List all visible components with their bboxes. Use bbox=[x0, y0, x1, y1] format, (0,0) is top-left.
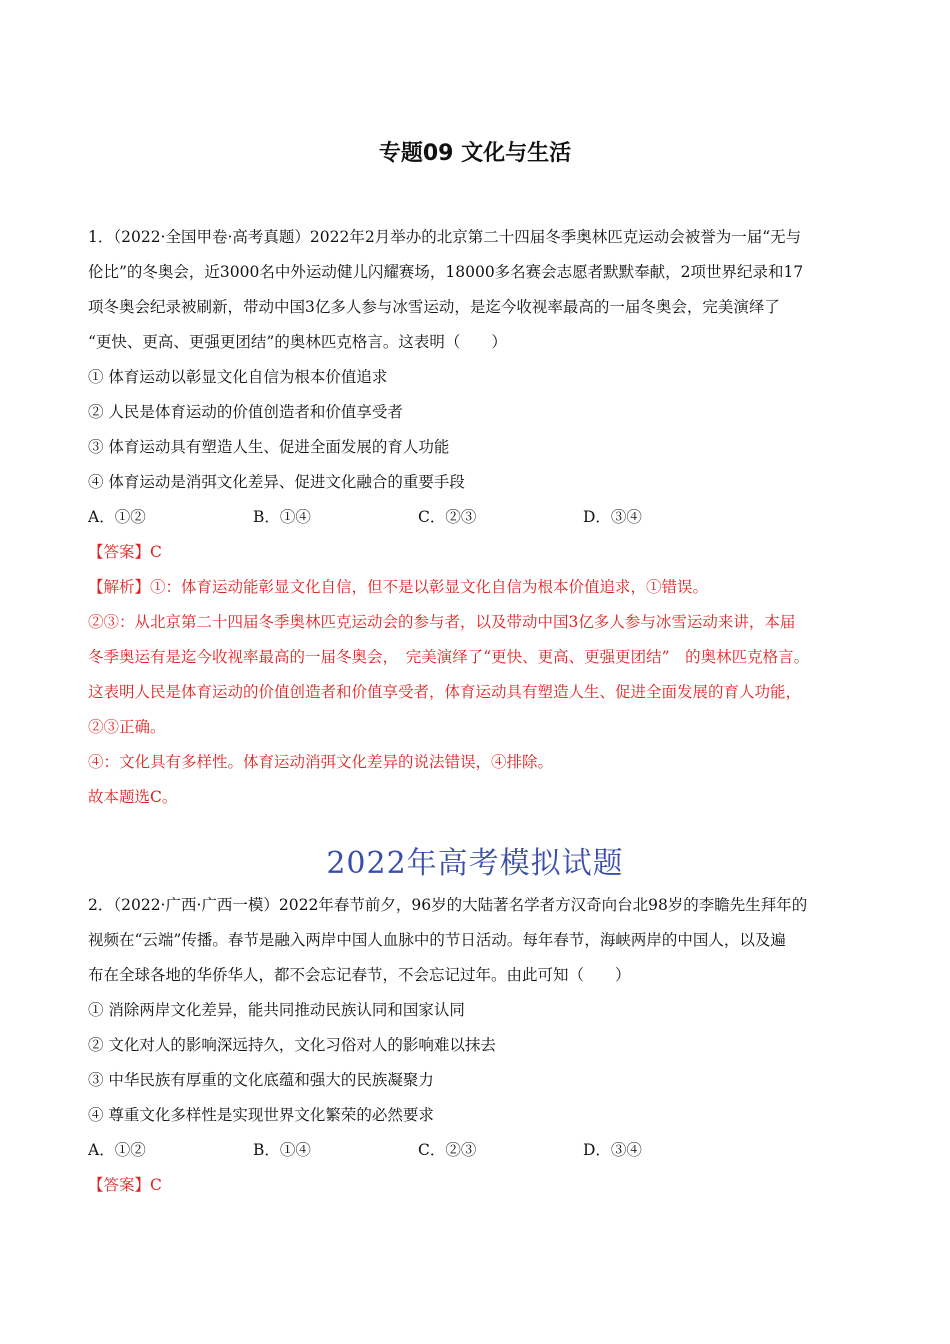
q1-option-b: B．①④ bbox=[253, 508, 311, 526]
q2-stem-line: 2．（2022·广西·广西一模）2022年春节前夕，96岁的大陆著名学者方汉奇向台北98岁的李瞻先生拜年的 bbox=[88, 896, 808, 914]
q1-statement-2: ② 人民是体育运动的价值创造者和价值享受者 bbox=[88, 403, 403, 421]
q1-options bbox=[88, 500, 874, 535]
q1-option-c: C．②③ bbox=[418, 508, 477, 526]
q1-analysis-line: ④：文化具有多样性。体育运动消弭文化差异的说法错误，④排除。 bbox=[88, 753, 554, 771]
q1-analysis-line: ②③正确。 bbox=[88, 718, 166, 736]
q2-option-b: B．①④ bbox=[253, 1141, 311, 1159]
q2-option-a: A．①② bbox=[88, 1141, 146, 1159]
q2-statement-3: ③ 中华民族有厚重的文化底蕴和强大的民族凝聚力 bbox=[88, 1071, 434, 1089]
q1-option-a: A．①② bbox=[88, 508, 146, 526]
q1-stem-line: 伦比”的冬奥会，近3000名中外运动健儿闪耀赛场，18000多名赛会志愿者默默奉献，2项世界纪录和17 bbox=[88, 263, 804, 281]
q1-stem-line: 1．（2022·全国甲卷·高考真题）2022年2月举办的北京第二十四届冬季奥林匹克运动会被誉为一届“无与 bbox=[88, 228, 802, 246]
q2-option-c: C．②③ bbox=[418, 1141, 477, 1159]
q2-statement-4: ④ 尊重文化多样性是实现世界文化繁荣的必然要求 bbox=[88, 1106, 434, 1124]
q1-analysis-line: 故本题选C。 bbox=[88, 788, 178, 806]
q2-stem-line: 布在全球各地的华侨华人，都不会忘记春节，不会忘记过年。由此可知（ ） bbox=[88, 966, 631, 984]
question-1 bbox=[88, 220, 874, 815]
section-banner: 2022年高考模拟试题 bbox=[326, 846, 624, 881]
page-title: 专题09 文化与生活 bbox=[378, 141, 572, 166]
q2-stem-line: 视频在“云端”传播。春节是融入两岸中国人血脉中的节日活动。每年春节，海峡两岸的中国人，以及遍 bbox=[88, 931, 786, 949]
q1-analysis-line: ②③：从北京第二十四届冬季奥林匹克运动会的参与者，以及带动中国3亿多人参与冰雪运动来讲，本届 bbox=[88, 613, 796, 631]
answer-label: 【答案】 bbox=[88, 543, 151, 561]
q1-stem-line: 项冬奥会纪录被刷新，带动中国3亿多人参与冰雪运动，是迄今收视率最高的一届冬奥会，完美演绎了 bbox=[88, 298, 780, 316]
q1-option-d: D．③④ bbox=[583, 508, 642, 526]
q1-statement-1: ① 体育运动以彰显文化自信为根本价值追求 bbox=[88, 368, 388, 386]
q1-analysis-first bbox=[88, 570, 874, 605]
q2-statement-1: ① 消除两岸文化差异，能共同推动民族认同和国家认同 bbox=[88, 1001, 465, 1019]
q1-analysis-line: 冬季奥运有是迄今收视率最高的一届冬奥会， 完美演绎了“更快、更高、更强更团结” 的奥林匹克格言。 bbox=[88, 648, 810, 666]
q1-statement-4: ④ 体育运动是消弭文化差异、促进文化融合的重要手段 bbox=[88, 473, 465, 491]
answer-value: C bbox=[150, 1176, 162, 1194]
analysis-label: 【解析】 bbox=[88, 578, 151, 596]
answer-label: 【答案】 bbox=[88, 1176, 151, 1194]
q1-analysis-line: 这表明人民是体育运动的价值创造者和价值享受者，体育运动具有塑造人生、促进全面发展的育人功能， bbox=[88, 683, 802, 701]
q1-answer bbox=[88, 535, 874, 570]
answer-value: C bbox=[150, 543, 162, 561]
q2-statement-2: ② 文化对人的影响深远持久，文化习俗对人的影响难以抹去 bbox=[88, 1036, 496, 1054]
analysis-text: ①：体育运动能彰显文化自信，但不是以彰显文化自信为根本价值追求，①错误。 bbox=[150, 578, 709, 596]
q1-stem-line: “更快、更高、更强更团结”的奥林匹克格言。这表明（ ） bbox=[88, 333, 507, 351]
q2-option-d: D．③④ bbox=[583, 1141, 642, 1159]
q2-answer bbox=[88, 1168, 874, 1203]
question-2 bbox=[88, 888, 874, 1203]
q2-options bbox=[88, 1133, 874, 1168]
q1-statement-3: ③ 体育运动具有塑造人生、促进全面发展的育人功能 bbox=[88, 438, 450, 456]
